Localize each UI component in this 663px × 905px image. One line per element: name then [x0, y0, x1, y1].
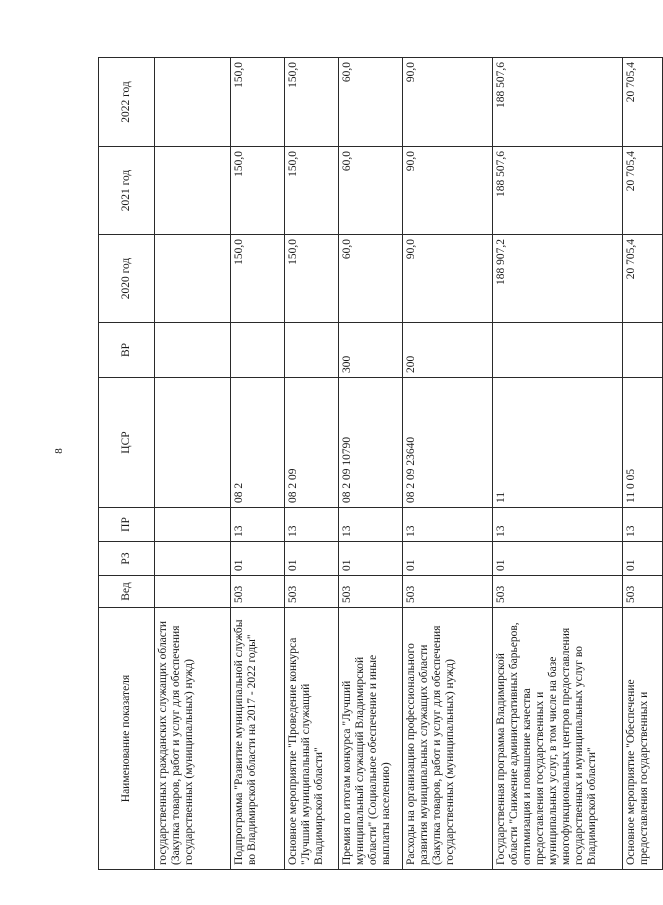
- cell-name: Государственная программа Владимирской области "Снижение административных барьеров, оптимизация и повышение качества предоставления государственных и муниципальных услуг, в том числе на базе многофункциональных центров предоставления государственных и муниципальных услуг во Владимирской области": [493, 608, 623, 870]
- cell-2021: 90,0: [403, 147, 493, 235]
- table-row: [339, 58, 403, 870]
- cell-pr: 13: [493, 508, 623, 542]
- cell-name: Премия по итогам конкурса "Лучший муниципальный служащий Владимирской области" (Социальное обеспечение и иные выплаты населению): [339, 608, 403, 870]
- cell-rz: 01: [339, 542, 403, 576]
- cell-csr: [155, 378, 231, 508]
- table-row: [493, 58, 623, 870]
- cell-2022: 150,0: [231, 58, 285, 147]
- cell-2022: 90,0: [403, 58, 493, 147]
- cell-ved: 503: [231, 576, 285, 608]
- table-row: [285, 58, 339, 870]
- cell-csr: 11: [493, 378, 623, 508]
- cell-pr: 13: [403, 508, 493, 542]
- header-csr: ЦСР: [99, 378, 155, 508]
- cell-2022: [155, 58, 231, 147]
- cell-2020: [155, 235, 231, 323]
- cell-rz: 01: [403, 542, 493, 576]
- cell-rz: 01: [231, 542, 285, 576]
- cell-name: Расходы на организацию профессионального развития муниципальных служащих области (Закупка товаров, работ и услуг для обеспечения государственных (муниципальных) нужд): [403, 608, 493, 870]
- header-2022: 2022 год: [99, 58, 155, 147]
- cell-ved: 503: [493, 576, 623, 608]
- table-row: [403, 58, 493, 870]
- cell-csr: 08 2: [231, 378, 285, 508]
- cell-csr: 08 2 09 10790: [339, 378, 403, 508]
- cell-rz: 01: [623, 542, 663, 576]
- cell-2020: 150,0: [231, 235, 285, 323]
- cell-2020: 60,0: [339, 235, 403, 323]
- cell-2020: 20 705,4: [623, 235, 663, 323]
- budget-table: [98, 57, 663, 870]
- cell-2021: 150,0: [231, 147, 285, 235]
- cell-vr: 200: [403, 323, 493, 378]
- cell-2022: 188 507,6: [493, 58, 623, 147]
- table-row: [623, 58, 663, 870]
- cell-ved: 503: [403, 576, 493, 608]
- table-header-row: [99, 58, 155, 870]
- cell-csr: 11 0 05: [623, 378, 663, 508]
- cell-name: государственных гражданских служащих области (Закупка товаров, работ и услуг для обеспечения государственных (муниципальных) нужд): [155, 608, 231, 870]
- cell-2021: [155, 147, 231, 235]
- cell-pr: [155, 508, 231, 542]
- cell-pr: 13: [339, 508, 403, 542]
- cell-pr: 13: [231, 508, 285, 542]
- budget-table-container: [98, 58, 650, 870]
- cell-vr: [493, 323, 623, 378]
- cell-csr: 08 2 09 23640: [403, 378, 493, 508]
- cell-name: Основное мероприятие "Обеспечение предоставления государственных и: [623, 608, 663, 870]
- cell-ved: 503: [623, 576, 663, 608]
- cell-ved: [155, 576, 231, 608]
- cell-pr: 13: [623, 508, 663, 542]
- header-2020: 2020 год: [99, 235, 155, 323]
- cell-2021: 20 705,4: [623, 147, 663, 235]
- cell-2022: 150,0: [285, 58, 339, 147]
- cell-vr: [231, 323, 285, 378]
- header-pr: ПР: [99, 508, 155, 542]
- cell-rz: 01: [285, 542, 339, 576]
- cell-2021: 188 507,6: [493, 147, 623, 235]
- cell-csr: 08 2 09: [285, 378, 339, 508]
- header-name: Наименование показателя: [99, 608, 155, 870]
- cell-rz: [155, 542, 231, 576]
- cell-2021: 60,0: [339, 147, 403, 235]
- cell-name: Основное мероприятие "Проведение конкурса "Лучший муниципальный служащий Владимирской области": [285, 608, 339, 870]
- page-number: 8: [52, 448, 65, 454]
- cell-2021: 150,0: [285, 147, 339, 235]
- cell-rz: 01: [493, 542, 623, 576]
- cell-ved: 503: [285, 576, 339, 608]
- cell-2020: 150,0: [285, 235, 339, 323]
- cell-ved: 503: [339, 576, 403, 608]
- header-ved: Вед: [99, 576, 155, 608]
- cell-vr: [623, 323, 663, 378]
- cell-vr: [285, 323, 339, 378]
- cell-pr: 13: [285, 508, 339, 542]
- header-rz: РЗ: [99, 542, 155, 576]
- cell-vr: 300: [339, 323, 403, 378]
- cell-2020: 188 907,2: [493, 235, 623, 323]
- cell-2022: 20 705,4: [623, 58, 663, 147]
- header-vr: ВР: [99, 323, 155, 378]
- cell-2022: 60,0: [339, 58, 403, 147]
- cell-vr: [155, 323, 231, 378]
- table-row: [155, 58, 231, 870]
- cell-2020: 90,0: [403, 235, 493, 323]
- table-row: [231, 58, 285, 870]
- cell-name: Подпрограмма "Развитие муниципальной службы во Владимирской области на 2017 - 2022 годы": [231, 608, 285, 870]
- header-2021: 2021 год: [99, 147, 155, 235]
